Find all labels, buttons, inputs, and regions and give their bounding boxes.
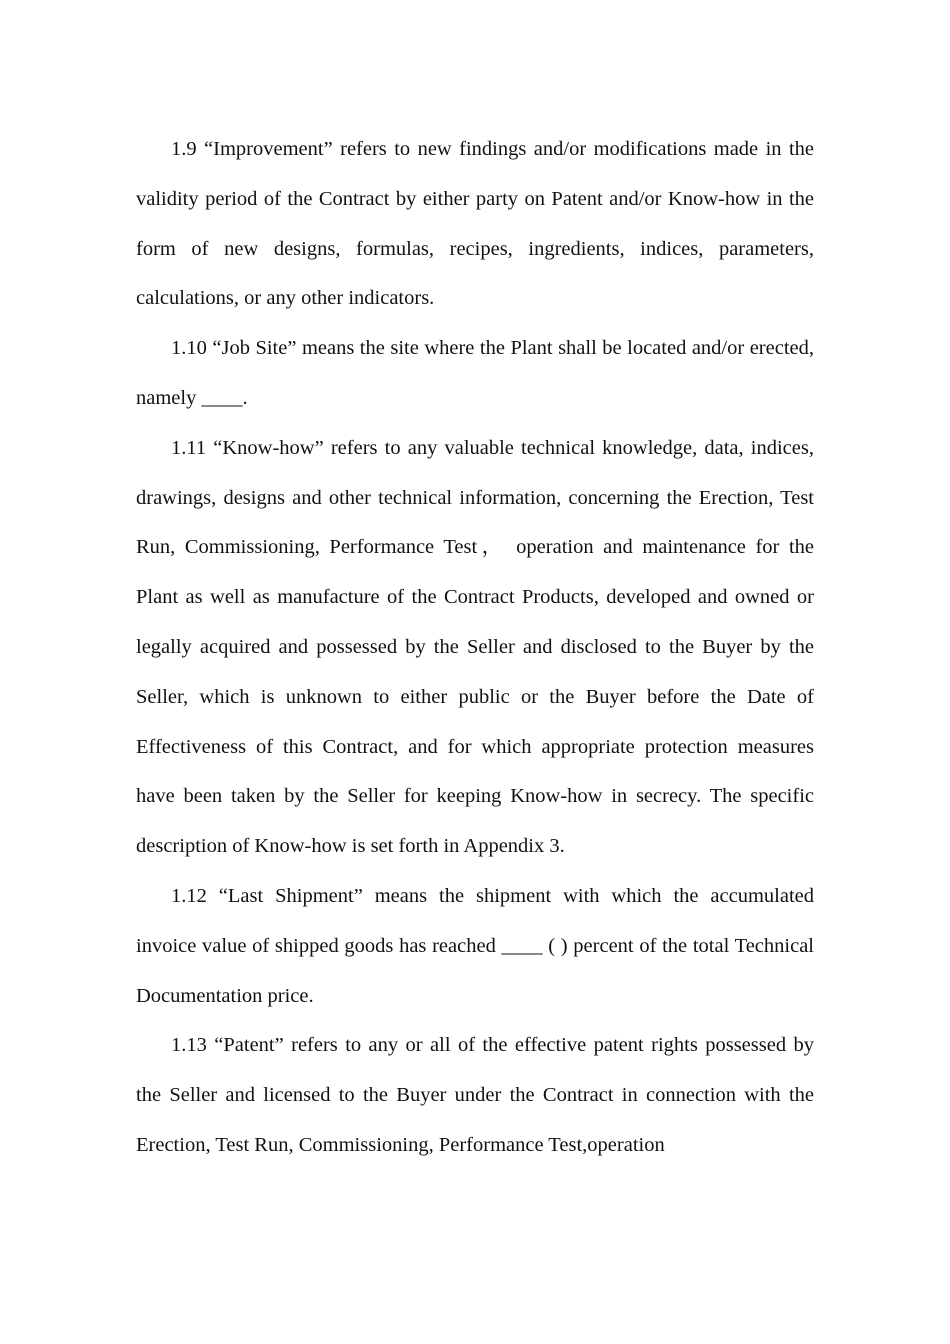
- paragraph-1-11-know-how: 1.11 “Know-how” refers to any valuable technical knowledge, data, indices, drawings, designs and other technical information, concerning the Erection, Test Run, Commissioning, Performance Test， operation and maintenance for the Plant as well as manufacture of the Contract Products, developed and owned or legally acquired and possessed by the Seller and disclosed to the Buyer by the Seller, which is unknown to either public or the Buyer before the Date of Effectiveness of this Contract, and for which appropriate protection measures have been taken by the Seller for keeping Know-how in secrecy. The specific description of Know-how is set forth in Appendix 3.: [136, 436, 814, 858]
- paragraph-1-9-improvement: 1.9 “Improvement” refers to new findings and/or modifications made in the validity period of the Contract by either party on Patent and/or Know-how in the form of new designs, formulas, recipes, ingredients, indices, parameters, calculations, or any other indicators.: [136, 138, 814, 310]
- paragraph-1-12-last-shipment: 1.12 “Last Shipment” means the shipment with which the accumulated invoice value of shipped goods has reached ____ ( ) percent of the total Technical Documentation price.: [136, 884, 814, 1007]
- paragraph-1-10-job-site: 1.10 “Job Site” means the site where the Plant shall be located and/or erected, namely ____.: [136, 337, 814, 409]
- paragraph-1-13-patent: 1.13 “Patent” refers to any or all of the effective patent rights possessed by the Seller and licensed to the Buyer under the Contract in connection with the Erection, Test Run, Commissioning, Performance Test,operation: [136, 1034, 814, 1156]
- document-page: [136, 125, 814, 1171]
